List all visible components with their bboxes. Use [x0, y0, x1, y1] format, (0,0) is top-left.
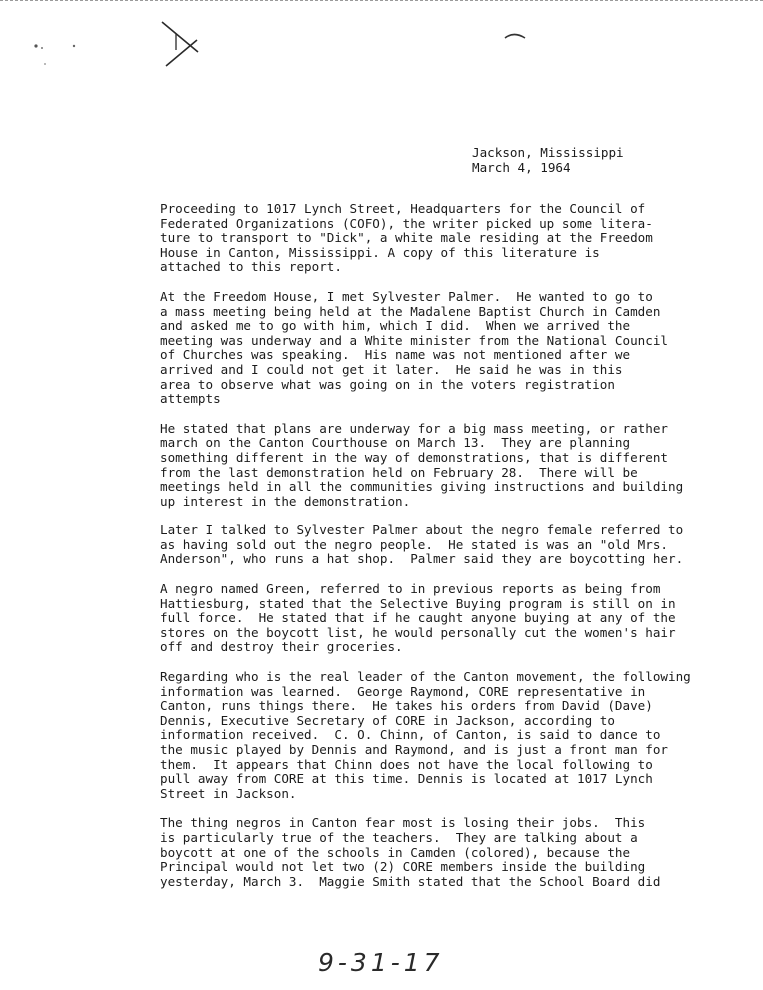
text-line: Proceeding to 1017 Lynch Street, Headquarters for the Council of — [160, 201, 646, 216]
paragraph-leadership — [160, 670, 700, 801]
text-line: House in Canton, Mississippi. A copy of this literature is — [160, 244, 600, 260]
text-line: The thing negros in Canton fear most is losing their jobs. This — [160, 815, 646, 831]
text-line: them. It appears that Chinn does not have the local following to — [160, 756, 653, 772]
text-line: as having sold out the negro people. He stated is was an "old Mrs. — [160, 536, 668, 552]
text-line: area to observe what was going on in the voters registration — [160, 376, 615, 392]
text-line: Canton, runs things there. He takes his orders from David (Dave) — [160, 698, 653, 714]
scan-specks — [28, 36, 88, 68]
text-line: from the last demonstration held on February 28. There will be — [160, 464, 638, 480]
text-line: up interest in the demonstration. — [160, 493, 411, 509]
text-line: a mass meeting being held at the Madalene Baptist Church in Camden — [160, 303, 661, 319]
text-line: meetings held in all the communities giving instructions and building — [160, 479, 684, 495]
text-line: yesterday, March 3. Maggie Smith stated that the School Board did — [160, 873, 661, 889]
text-line: and asked me to go with him, which I did. When we arrived the — [160, 318, 631, 334]
text-line: Hattiesburg, stated that the Selective Buying program is still on in — [160, 595, 676, 611]
text-line: attached to this report. — [160, 259, 342, 275]
text-line: arrived and I could not get it later. He said he was in this — [160, 361, 623, 377]
text-line: Federated Organizations (COFO), the writer picked up some litera- — [160, 215, 653, 231]
page-top-border — [0, 0, 763, 1]
text-line: is particularly true of the teachers. They are talking about a — [160, 829, 638, 845]
text-line: the music played by Dennis and Raymond, and is just a front man for — [160, 742, 668, 757]
text-line: information was learned. George Raymond, CORE representative in — [160, 683, 646, 699]
text-line: At the Freedom House, I met Sylvester Palmer. He wanted to go to — [160, 288, 653, 304]
paragraph-green — [160, 582, 700, 655]
text-line: A negro named Green, referred to in previous reports as being from — [160, 581, 661, 597]
text-line: of Churches was speaking. His name was not mentioned after we — [160, 347, 631, 363]
text-line: off and destroy their groceries. — [160, 639, 403, 655]
paragraph-anderson — [160, 523, 700, 567]
text-line: pull away from CORE at this time. Dennis is located at 1017 Lynch — [160, 771, 653, 787]
dateline — [472, 145, 624, 175]
paragraph-march-plans — [160, 422, 700, 510]
text-line: attempts — [160, 391, 221, 407]
text-line: ture to transport to "Dick", a white male residing at the Freedom — [160, 230, 653, 246]
text-line: information received. C. O. Chinn, of Canton, is said to dance to — [160, 727, 661, 743]
text-line: He stated that plans are underway for a big mass meeting, or rather — [160, 420, 668, 436]
text-line: Dennis, Executive Secretary of CORE in Jackson, according to — [160, 712, 615, 728]
text-line: full force. He stated that if he caught anyone buying at any of the — [160, 610, 676, 626]
handwritten-tick-mark — [502, 28, 528, 44]
text-line: Principal would not let two (2) CORE members inside the building — [160, 859, 646, 875]
text-line: Street in Jackson. — [160, 785, 297, 801]
text-line: something different in the way of demonstrations, that is different — [160, 449, 668, 465]
text-line: Later I talked to Sylvester Palmer about the negro female referred to — [160, 522, 684, 538]
handwritten-file-number: 9-31-17 — [318, 948, 444, 977]
text-line: stores on the boycott list, he would personally cut the women's hair — [160, 624, 676, 640]
text-line: Regarding who is the real leader of the Canton movement, the following — [160, 669, 691, 685]
text-line: meeting was underway and a White minister from the National Council — [160, 332, 668, 348]
dateline-date: March 4, 1964 — [472, 160, 571, 175]
report-body — [160, 202, 700, 889]
dateline-place: Jackson, Mississippi — [472, 145, 624, 160]
text-line: boycott at one of the schools in Camden (colored), because the — [160, 844, 631, 860]
paragraph-jobs-fear — [160, 816, 700, 889]
paragraph-freedom-house — [160, 290, 700, 407]
paragraph-literature — [160, 202, 700, 275]
text-line: Anderson", who runs a hat shop. Palmer said they are boycotting her. — [160, 551, 684, 567]
handwritten-x-mark — [150, 10, 210, 70]
text-line: march on the Canton Courthouse on March 13. They are planning — [160, 435, 631, 451]
